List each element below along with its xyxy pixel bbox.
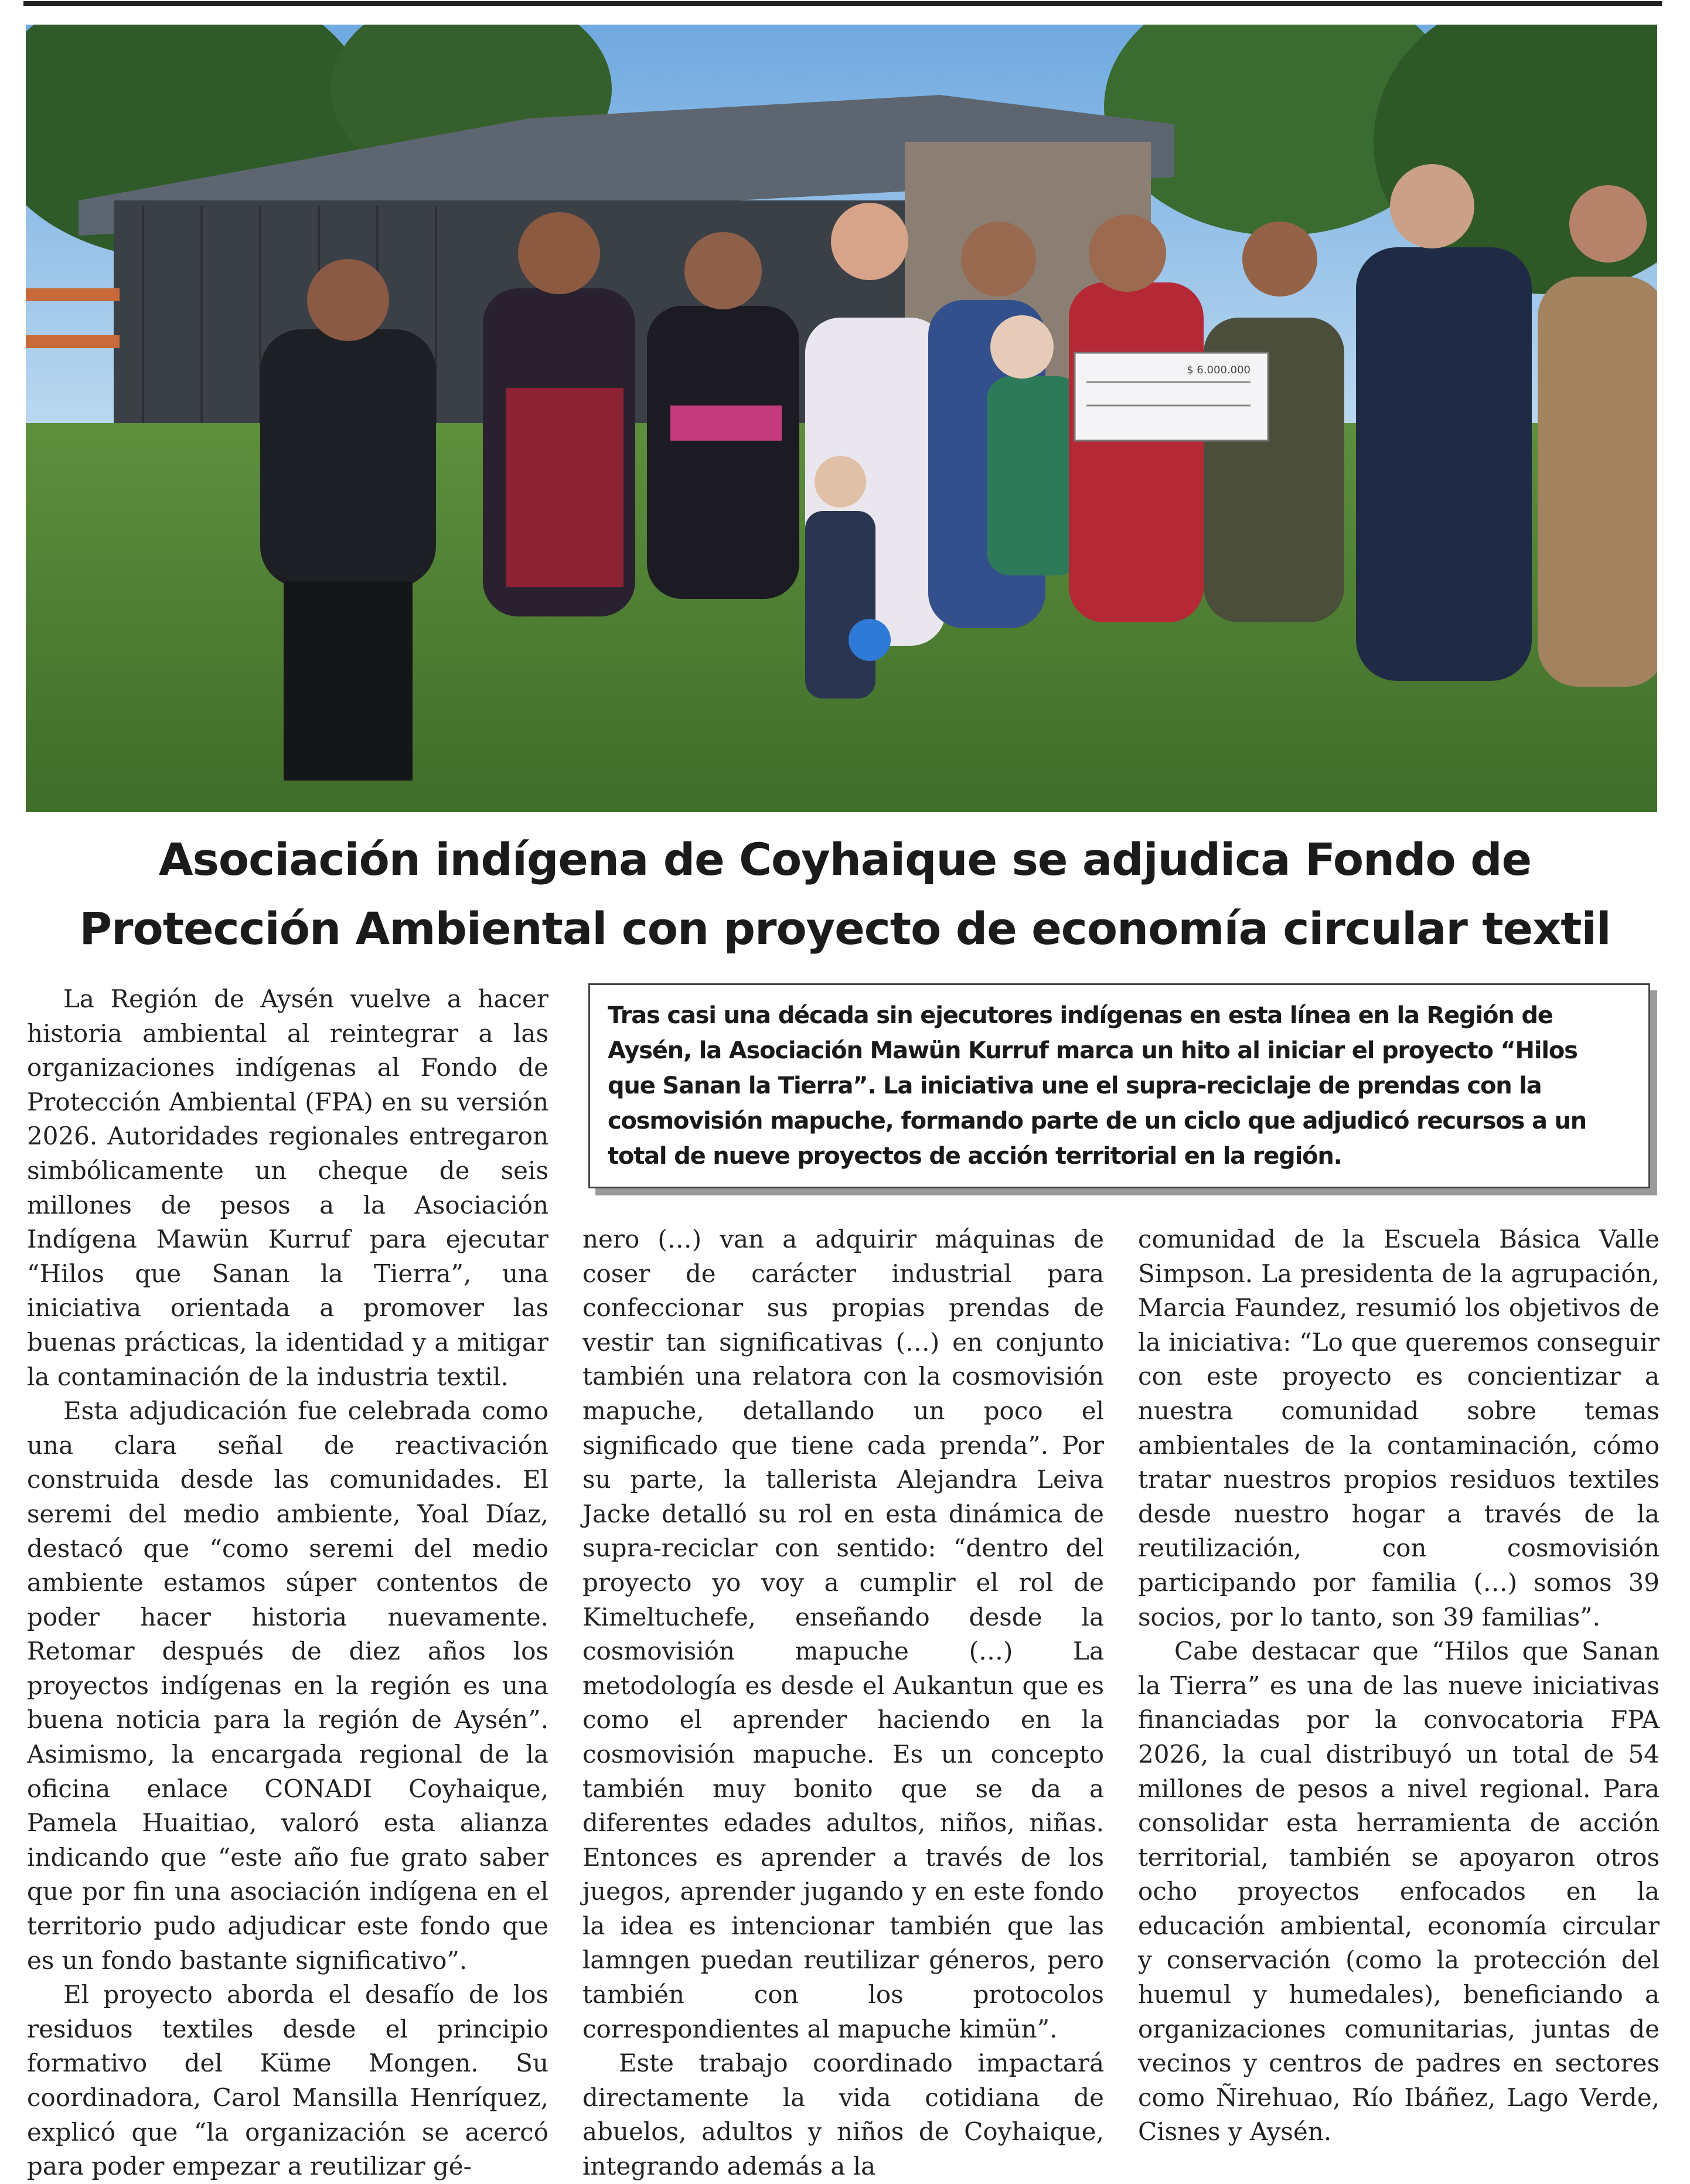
cheque-amount: $ 6.000.000 bbox=[1187, 364, 1251, 376]
paragraph: Este trabajo coordinado impactará directamente la vida cotidiana de abuelos, adultos y niños de Coyhaique, integrando además a la bbox=[582, 2049, 1104, 2181]
paragraph: Cabe destacar que “Hilos que Sanan la Tierra” es una de las nueve iniciativas financiadas por la convocatoria FPA 2026, la cual distribuyó un total de 54 millones de pesos a nivel regional. Para consolidar esta herramienta de acción territorial, también se apoyaron otros ocho proyectos enfocados en la educación ambiental, economía circular y conservación (como la protección del huemul y humedales), beneficiando a organizaciones comunitarias, juntas de vecinos y centros de padres en sectores como Ñirehuao, Río Ibáñez, Lago Verde, Cisnes y Aysén. bbox=[1138, 1637, 1660, 2146]
article-photo bbox=[26, 25, 1657, 812]
article-column-1 bbox=[27, 982, 548, 2184]
paragraph: Esta adjudicación fue celebrada como una clara señal de reactivación construida desde las comunidades. El seremi del medio ambiente, Yoal Díaz, destacó que “como seremi del medio ambiente estamos súper contentos de poder hacer historia nuevamente. Retomar después de diez años los proyectos indígenas en la región es una buena noticia para la región de Aysén”. Asimismo, la encargada regional de la oficina enlace CONADI Coyhaique, Pamela Huaitiao, valoró esta alianza indicando que “este año fue grato saber que por fin una asociación indígena en el territorio pudo adjudicar este fondo que es un fondo bastante significativo”. bbox=[27, 1396, 548, 1975]
group-photo-illustration bbox=[26, 25, 1657, 812]
lead-text: Tras casi una década sin ejecutores indígenas en esta línea en la Región de Aysén, la Asociación Mawün Kurruf marca un hito al iniciar el proyecto “Hilos que Sanan la Tierra”. La iniciativa une el supra-reciclaje de prendas con la cosmovisión mapuche, formando parte de un ciclo que adjudicó recursos a un total de nueve proyectos de acción territorial en la región. bbox=[608, 1002, 1587, 1170]
headline bbox=[23, 825, 1667, 963]
paragraph: El proyecto aborda el desafío de los residuos textiles desde el principio formativo del Küme Mongen. Su coordinadora, Carol Mansilla Henríquez, explicó que “la organización se acercó para poder empezar a reutilizar gé- bbox=[27, 1980, 548, 2181]
article-column-2 bbox=[582, 1222, 1104, 2184]
article-column-3 bbox=[1138, 1222, 1660, 2149]
headline-line-1: Asociación indígena de Coyhaique se adjudica Fondo de bbox=[158, 833, 1532, 885]
paragraph: La Región de Aysén vuelve a hacer historia ambiental al reintegrar a las organizaciones indígenas al Fondo de Protección Ambiental (FPA) en su versión 2026. Autoridades regionales entregaron simbólicamente un cheque de seis millones de pesos a la Asociación Indígena Mawün Kurruf para ejecutar “Hilos que Sanan la Tierra”, una iniciativa orientada a promover las buenas prácticas, la identidad y a mitigar la contaminación de la industria textil. bbox=[27, 984, 548, 1391]
paragraph: comunidad de la Escuela Básica Valle Simpson. La presidenta de la agrupación, Marcia Faundez, resumió los objetivos de la iniciativa: “Lo que queremos conseguir con este proyecto es concientizar a nuestra comunidad sobre temas ambientales de la contaminación, cómo tratar nuestros propios residuos textiles desde nuestro hogar a través de la reutilización, con cosmovisión participando por familia (…) somos 39 socios, por lo tanto, son 39 familias”. bbox=[1138, 1225, 1660, 1631]
paragraph: nero (…) van a adquirir máquinas de coser de carácter industrial para confeccionar sus propias prendas de vestir tan significativas (…) en conjunto también una relatora con la cosmovisión mapuche, detallando un poco el significado que tiene cada prenda”. Por su parte, la tallerista Alejandra Leiva Jacke detalló su rol en esta dinámica de supra-reciclar con sentido: “dentro del proyecto yo voy a cumplir el rol de Kimeltuchefe, enseñando desde la cosmovisión mapuche (…) La metodología es desde el Aukantun que es como el aprender haciendo en la cosmovisión mapuche. Es un concepto también muy bonito que se da a diferentes edades adultos, niños, niñas. Entonces es aprender a través de los juegos, aprender jugando y en este fondo la idea es intencionar también que las lamngen puedan reutilizar géneros, pero también con los protocolos correspondientes al mapuche kimün”. bbox=[582, 1225, 1104, 2043]
headline-line-2: Protección Ambiental con proyecto de economía circular textil bbox=[79, 902, 1611, 955]
lead-box bbox=[588, 983, 1650, 1188]
top-rule bbox=[23, 1, 1662, 6]
